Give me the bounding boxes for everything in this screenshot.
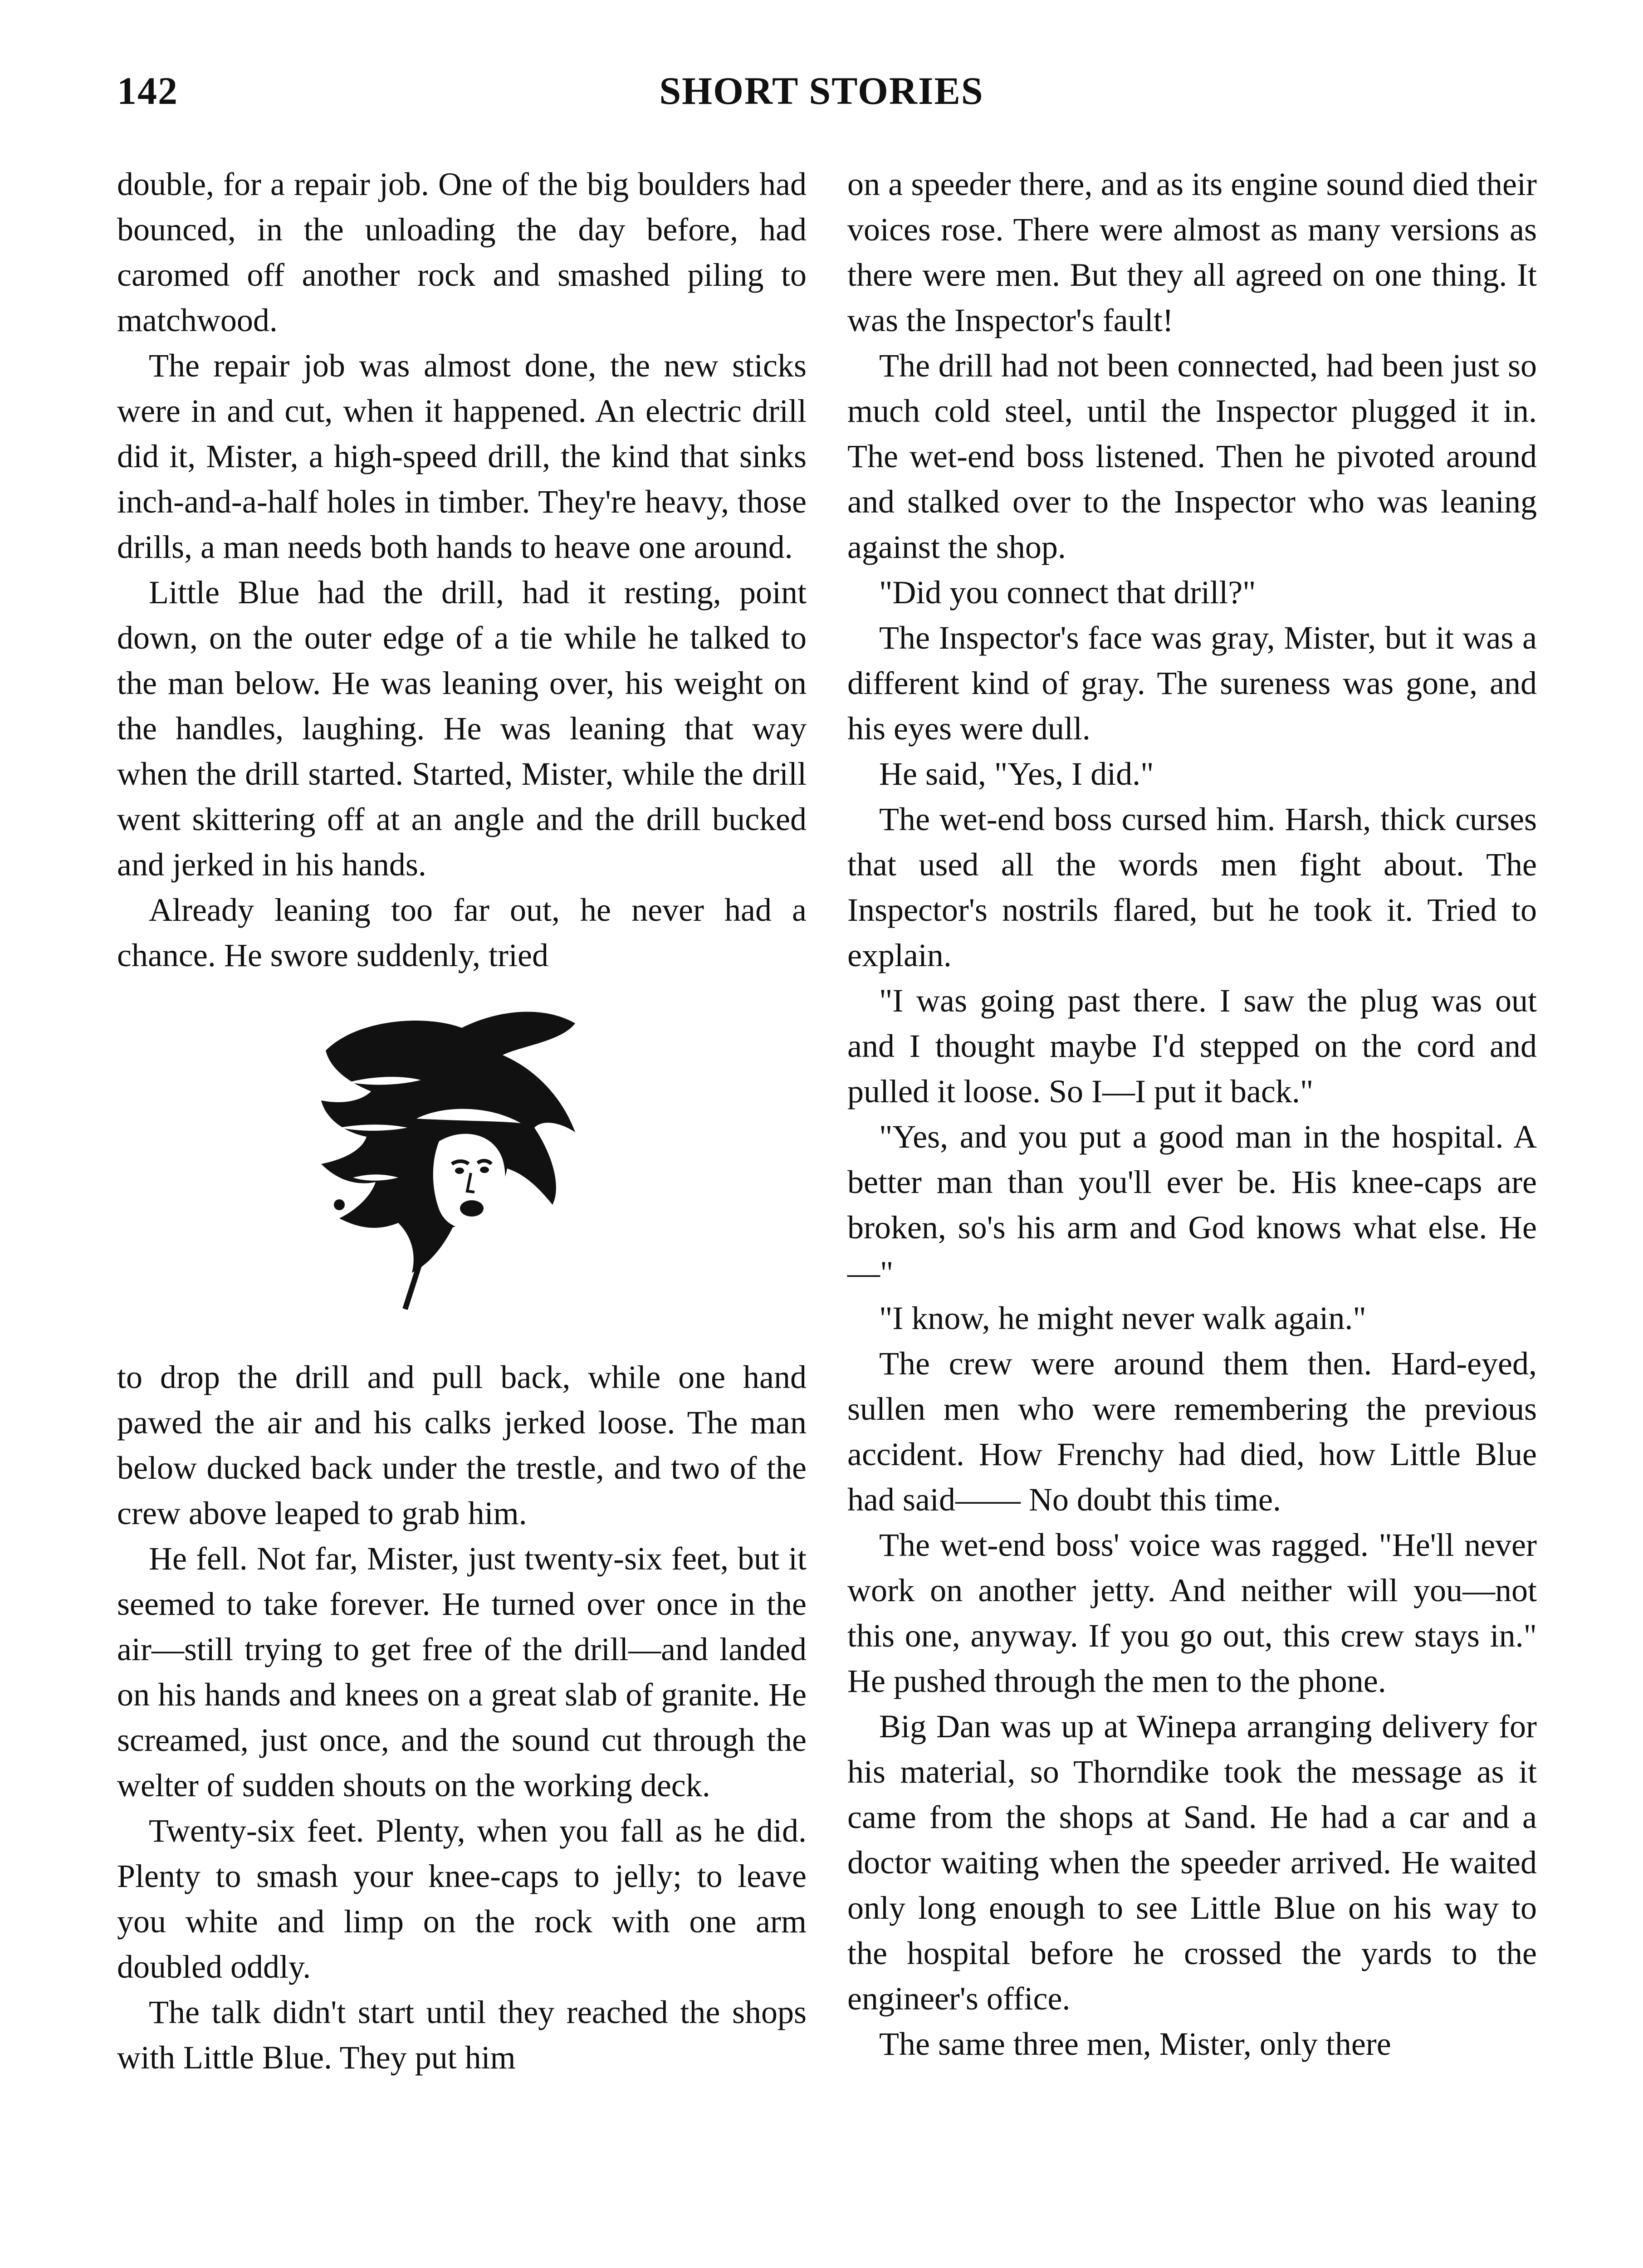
falling-man-illustration <box>117 992 807 1336</box>
paragraph: "I was going past there. I saw the plug was out and I thought maybe I'd stepped on the cord and pulled it loose. So I—I put it back." <box>847 982 1537 1110</box>
paragraph: He fell. Not far, Mister, just twenty-six feet, but it seemed to take forever. He turned over once in the air—still trying to get free of the drill—and landed on his hands and knees on a great slab of granite. He screamed, just once, and the sound cut through the welter of sudden shouts on the working deck. <box>117 1540 807 1804</box>
paragraph: He said, "Yes, I did." <box>879 756 1154 792</box>
paragraph: The Inspector's face was gray, Mister, but it was a different kind of gray. The sureness was gone, and his eyes were dull. <box>847 620 1537 747</box>
paragraph: Twenty-six feet. Plenty, when you fall as he did. Plenty to smash your knee-caps to jelly; to leave you white and limp on the rock with one arm doubled oddly. <box>117 1813 807 1985</box>
paragraph: The repair job was almost done, the new sticks were in and cut, when it happened. An electric drill did it, Mister, a high-speed drill, the kind that sinks inch-and-a-half holes in timber. They're heavy, those drills, a man needs both hands to heave one around. <box>117 347 807 565</box>
paragraph: to drop the drill and pull back, while one hand pawed the air and his calks jerked loose. The man below ducked back under the trestle, and two of the crew above leaped to grab him. <box>117 1359 807 1531</box>
paragraph: "I know, he might never walk again." <box>879 1300 1366 1336</box>
paragraph: The same three men, Mister, only there <box>879 2026 1391 2062</box>
paragraph: on a speeder there, and as its engine sound died their voices rose. There were almost as many versions as there were men. But they all agreed on one thing. It was the Inspector's fault! <box>847 166 1537 338</box>
paragraph: Little Blue had the drill, had it resting, point down, on the outer edge of a tie while he talked to the man below. He was leaning over, his weight on the handles, laughing. He was leaning that way when the drill started. Started, Mister, while the drill went skittering off at an angle and the drill bucked and jerked in his hands. <box>117 574 807 883</box>
right-column <box>847 161 1537 2067</box>
paragraph: Big Dan was up at Winepa arranging delivery for his material, so Thorndike took the message as it came from the shops at Sand. He had a car and a doctor waiting when the speeder arrived. He waited only long enough to see Little Blue on his way to the hospital before he crossed the yards to the engineer's office. <box>847 1708 1537 2017</box>
paragraph: The wet-end boss cursed him. Harsh, thick curses that used all the words men fight about. The Inspector's nostrils flared, but he took it. Tried to explain. <box>847 801 1537 973</box>
paragraph: The talk didn't start until they reached the shops with Little Blue. They put him <box>117 1994 807 2076</box>
paragraph: The crew were around them then. Hard-eyed, sullen men who were remembering the previous accident. How Frenchy had died, how Little Blue had said—— No doubt this time. <box>847 1345 1537 1518</box>
paragraph: "Did you connect that drill?" <box>879 574 1256 611</box>
paragraph: The wet-end boss' voice was ragged. "He'll never work on another jetty. And neither will you—not this one, anyway. If you go out, this crew stays in." He pushed through the men to the phone. <box>847 1527 1537 1699</box>
paragraph: Already leaning too far out, he never had a chance. He swore suddenly, tried <box>117 892 807 973</box>
page-header <box>0 68 1643 132</box>
running-title: SHORT STORIES <box>659 69 984 112</box>
paragraph: The drill had not been connected, had been just so much cold steel, until the Inspector plugged it in. The wet-end boss listened. Then he pivoted around and stalked over to the Inspector who was leaning against the shop. <box>847 347 1537 565</box>
paragraph: "Yes, and you put a good man in the hospital. A better man than you'll ever be. His knee-caps are broken, so's his arm and God knows what else. He—" <box>847 1119 1537 1291</box>
paragraph: double, for a repair job. One of the big boulders had bounced, in the unloading the day before, had caromed off another rock and smashed piling to matchwood. <box>117 166 807 338</box>
left-column <box>117 161 807 2080</box>
page-number: 142 <box>117 69 178 112</box>
falling-man-icon <box>308 992 589 1318</box>
